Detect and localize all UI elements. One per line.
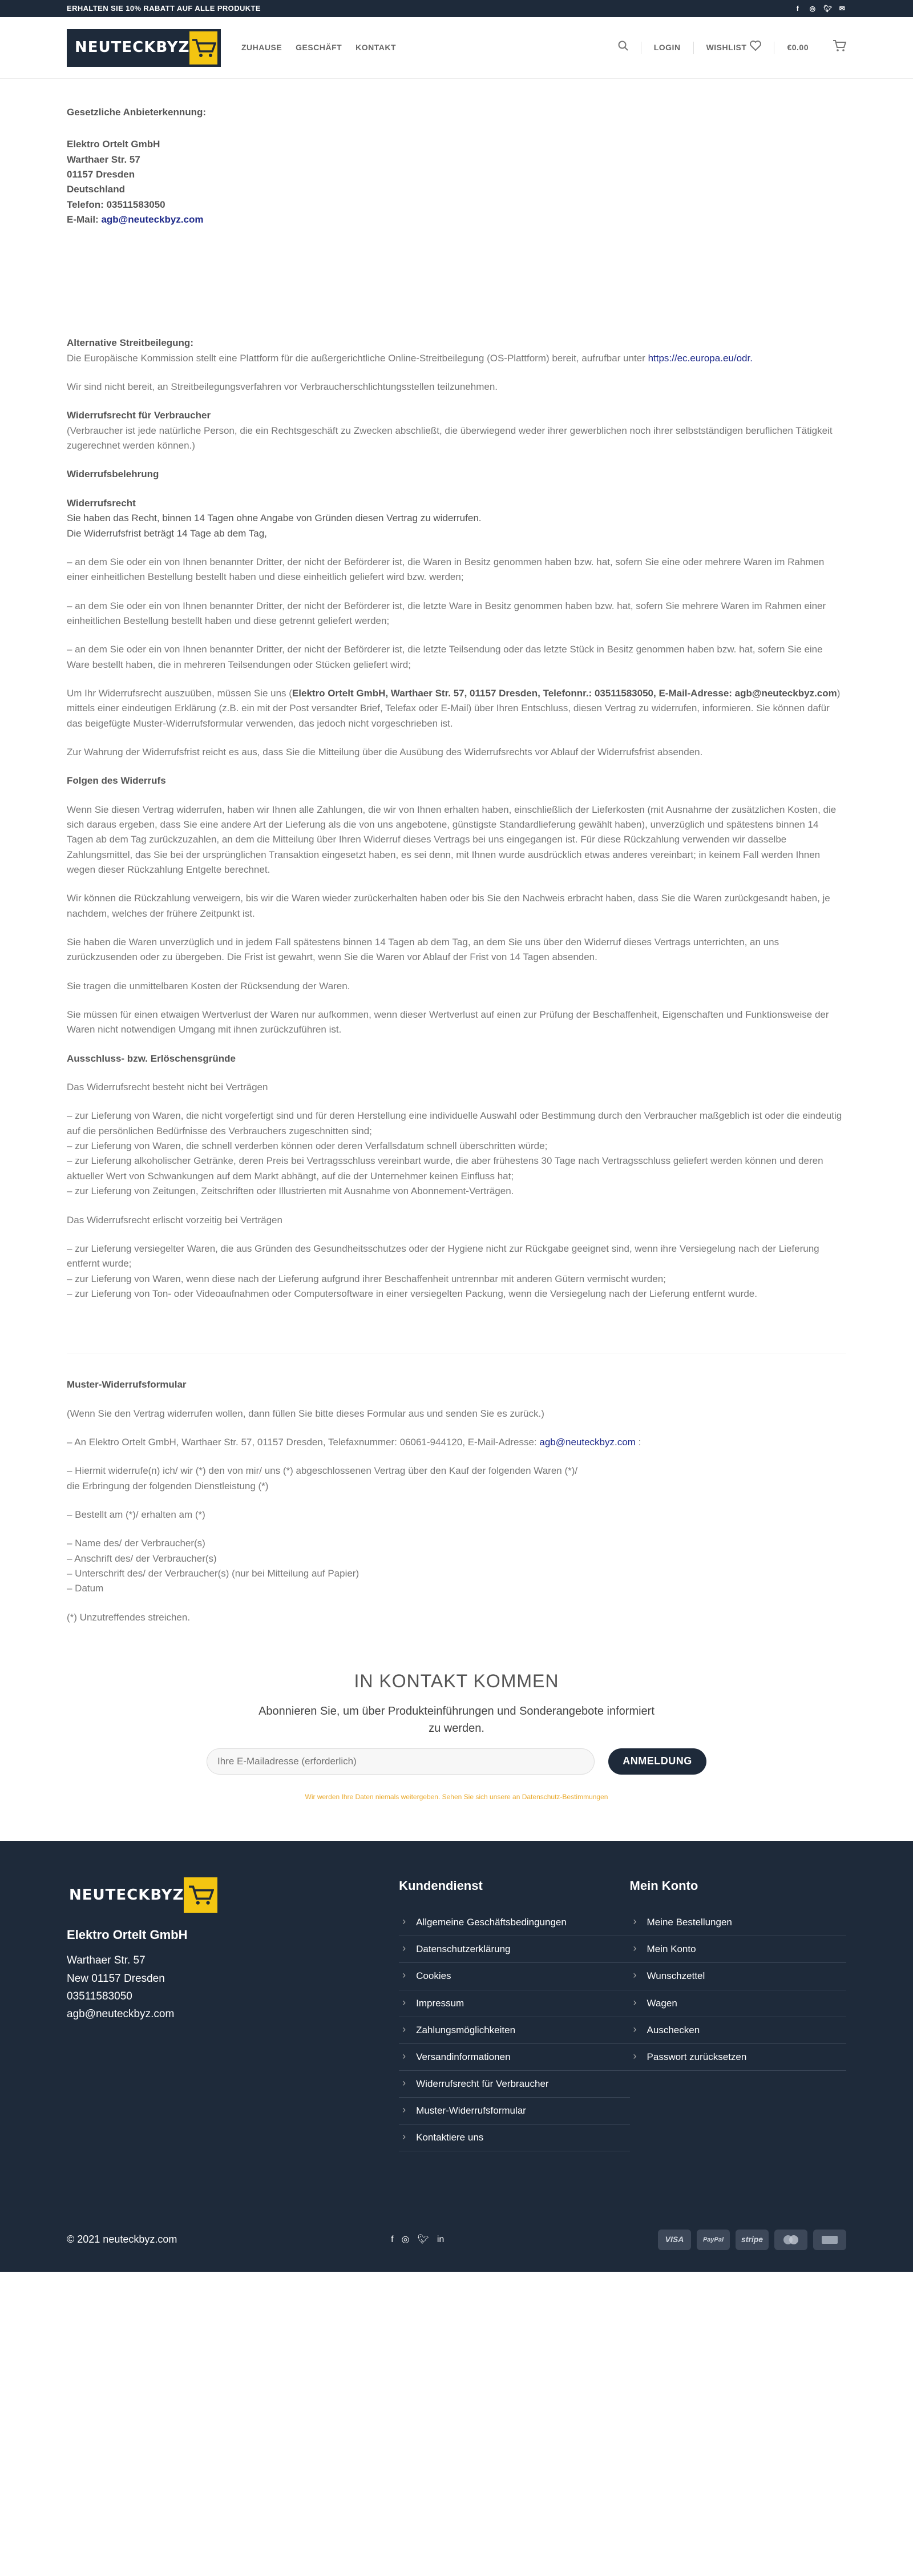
wr-definition: (Verbraucher ist jede natürliche Person, die ein Rechtsgeschäft zu Zwecken abschließt, die überwiegend weder ihrer gewerblichen noch ihrer selbstständigen beruflichen Tätigkeit zugerechnet werden können.): [67, 425, 833, 451]
footer-email[interactable]: agb@neuteckbyz.com: [67, 2008, 175, 2021]
footer-phone: 03511583050: [67, 1990, 132, 2002]
exercise-email-link[interactable]: agb@neuteckbyz.com: [734, 687, 837, 699]
footer-account-list: [630, 1909, 846, 2071]
footer-link[interactable]: › Datenschutzerklärung: [399, 1936, 629, 1963]
bullet-2: – an dem Sie oder ein von Ihnen benannter Dritter, der nicht der Beförderer ist, die letzte Ware in Besitz genommen haben bzw. hat, sofern Sie mehrere Waren im Rahmen einer einheitlichen Bestellung bestellt haben und diese getrennt geliefert werden;: [67, 600, 826, 626]
footer-link[interactable]: › Versandinformationen: [399, 2044, 629, 2071]
footer-address-line: Warthaer Str. 57: [67, 1954, 146, 1967]
ausschluss-item: – zur Lieferung alkoholischer Getränke, deren Preis bei Vertragsschluss vereinbart wurde, die aber frühestens 30 Tage nach Vertragsschluss geliefert werden können und deren aktueller Wert von Schwankungen auf dem Markt abhängt, auf die der Unternehmer keinen Einfluss hat;: [67, 1155, 823, 1182]
footer-link[interactable]: › Meine Bestellungen: [630, 1909, 846, 1936]
main-content: [0, 79, 913, 1625]
imprint-line: 01157 Dresden: [67, 169, 135, 180]
paypal-icon: PayPal: [697, 2230, 730, 2250]
cart-total[interactable]: €0.00: [787, 42, 809, 52]
amex-icon: [813, 2230, 846, 2250]
logo-text: NEUTECKBYZ: [75, 39, 190, 57]
site-header: [0, 17, 913, 79]
linkedin-icon[interactable]: in: [437, 2234, 445, 2244]
payment-icons: [658, 2230, 846, 2250]
odr-link[interactable]: https://ec.europa.eu/odr.: [648, 352, 753, 364]
nav-home[interactable]: ZUHAUSE: [241, 42, 282, 52]
footer-logo-text: NEUTECKBYZ: [69, 1886, 184, 1904]
folgen-heading: Folgen des Widerrufs: [67, 775, 166, 787]
exercise-text: [67, 686, 846, 731]
twitter-icon[interactable]: 🐦︎: [823, 5, 833, 13]
muster-field: – Unterschrift des/ der Verbraucher(s) (nur bei Mitteilung auf Papier): [67, 1567, 359, 1579]
ausschluss-item: – zur Lieferung von Waren, die schnell verderben können oder deren Verfallsdatum schnell überschritten würde;: [67, 1140, 548, 1152]
alt-dispute: [67, 336, 846, 366]
exercise-b: ) mittels einer eindeutigen Erklärung (z.B. ein mit der Post versandter Brief, Telefax oder E-Mail) über Ihren Entschluss, diesen Vertrag zu widerrufen, informieren. Sie können dafür das beigefügte Muster-Widerrufsformular verwenden, das jedoch nicht vorgeschrieben ist.: [67, 687, 841, 729]
footer-account: [630, 1876, 846, 2151]
footer-account-heading: Mein Konto: [629, 1878, 698, 1893]
alt-text: Die Europäische Kommission stellt eine Plattform für die außergerichtliche Online-Streitbeilegung (OS-Plattform) bereit, aufrufbar unter: [67, 352, 648, 364]
topbar: [0, 0, 913, 17]
folgen-2: Wir können die Rückzahlung verweigern, bis wir die Waren wieder zurückerhalten haben oder bis Sie den Nachweis erbracht haben, dass Sie die Waren zurückgesandt haben, je nachdem, welches der frühere Zeitpunkt ist.: [67, 893, 830, 919]
footer-link[interactable]: › Kontaktiere uns: [399, 2125, 629, 2151]
alt-heading: Alternative Streitbeilegung:: [67, 337, 193, 349]
site-logo[interactable]: [67, 29, 221, 67]
imprint-email-line: [67, 212, 846, 227]
facebook-icon[interactable]: f: [391, 2234, 394, 2244]
exercise-a: Um Ihr Widerrufsrecht auszuüben, müssen Sie uns (: [67, 687, 292, 699]
newsletter-subtitle: Abonnieren Sie, um über Produkteinführungen und Sonderangebote informiert zu werden.: [258, 1704, 655, 1735]
newsletter-form: [0, 1748, 913, 1775]
newsletter-section: [0, 1639, 913, 1802]
not-ready-text: Wir sind nicht bereit, an Streitbeilegungsverfahren vor Verbraucherschlichtungsstellen teilzunehmen.: [67, 381, 498, 393]
footer-service: [399, 1876, 629, 2151]
belehrung-heading: Widerrufsbelehrung: [67, 469, 159, 480]
footer-company-name: Elektro Ortelt GmbH: [67, 1928, 188, 1942]
exercise-bold: Elektro Ortelt GmbH, Warthaer Str. 57, 01157 Dresden, Telefonnr.: 03511583050, E-Mail-Adresse:: [292, 687, 735, 699]
main-nav: [241, 42, 396, 54]
footer-service-list: [399, 1909, 629, 2151]
muster-hiermit-2: die Erbringung der folgenden Dienstleistung (*): [67, 1480, 269, 1491]
bullet-1: – an dem Sie oder ein von Ihnen benannter Dritter, der nicht der Beförderer ist, die Waren in Besitz genommen haben bzw. hat, sofern Sie eine oder mehrere Waren im Rahmen einer einheitlichen Bestellung bestellt haben und diese einheitlich geliefert wird bzw. werden;: [67, 556, 825, 583]
footer-link[interactable]: › Allgemeine Geschäftsbedingungen: [399, 1909, 629, 1936]
wishlist-label: WISHLIST: [706, 42, 747, 52]
email-link[interactable]: agb@neuteckbyz.com: [101, 214, 204, 225]
footer-link[interactable]: › Auschecken: [630, 2017, 846, 2044]
imprint-heading: Gesetzliche Anbieterkennung:: [67, 107, 207, 118]
folgen-4: Sie tragen die unmittelbaren Kosten der Rücksendung der Waren.: [67, 980, 350, 991]
footer-link[interactable]: › Impressum: [399, 1990, 629, 2017]
imprint-line: Telefon: 03511583050: [67, 199, 165, 210]
imprint-address: [67, 137, 846, 227]
search-icon[interactable]: [618, 41, 628, 55]
erloeschen-list: [67, 1241, 846, 1301]
footer-service-heading: Kundendienst: [399, 1878, 483, 1893]
subscribe-button[interactable]: ANMELDUNG: [608, 1748, 706, 1775]
muster-intro: (Wenn Sie den Vertrag widerrufen wollen, dann füllen Sie bitte dieses Formular aus und senden Sie es zurück.): [67, 1408, 544, 1419]
footer-link[interactable]: › Muster-Widerrufsformular: [399, 2098, 629, 2125]
erloeschen-item: – zur Lieferung versiegelter Waren, die aus Gründen des Gesundheitsschutzes oder der Hygiene nicht zur Rückgabe geeignet sind, wenn ihre Versiegelung nach der Lieferung entfernt wurde;: [67, 1243, 819, 1269]
imprint-line: Warthaer Str. 57: [67, 154, 140, 165]
email-label: E-Mail:: [67, 214, 102, 225]
ausschluss-item: – zur Lieferung von Zeitungen, Zeitschriften oder Illustrierten mit Ausnahme von Abonnement-Verträgen.: [67, 1186, 514, 1197]
wishlist-link[interactable]: [706, 41, 762, 55]
footer-link[interactable]: › Widerrufsrecht für Verbraucher: [399, 2071, 629, 2098]
wr-p1: Sie haben das Recht, binnen 14 Tagen ohne Angabe von Gründen diesen Vertrag zu widerrufen.: [67, 513, 482, 524]
muster-to-b: :: [635, 1436, 641, 1448]
erloeschen-item: – zur Lieferung von Waren, wenn diese nach der Lieferung aufgrund ihrer Beschaffenheit untrennbar mit anderen Gütern vermischt wurden;: [67, 1273, 666, 1284]
twitter-icon[interactable]: 🐦︎: [417, 2234, 429, 2244]
folgen-1: Wenn Sie diesen Vertrag widerrufen, haben wir Ihnen alle Zahlungen, die wir von Ihnen erhalten haben, einschließlich der Lieferkosten (mit Ausnahme der zusätzlichen Kosten, die sich daraus ergeben, dass Sie eine andere Art der Lieferung als die von uns angebotene, günstigste Standardlieferung gewählt haben), unverzüglich und spätestens binnen 14 Tagen ab dem Tag zurückzuzahlen, an dem die Mitteilung über Ihren Widerruf dieses Vertrags bei uns eingegangen ist. Für diese Rückzahlung verwenden wir dasselbe Zahlungsmittel, das Sie bei der ursprünglichen Transaktion eingesetzt haben, es sei denn, mit Ihnen wurde ausdrücklich etwas anderes vereinbart; in keinem Fall werden Ihnen wegen dieser Rückzahlung Entgelte berechnet.: [67, 804, 837, 875]
footer-link[interactable]: › Passwort zurücksetzen: [630, 2044, 846, 2071]
divider: [693, 42, 694, 54]
instagram-icon[interactable]: ◎: [401, 2234, 410, 2244]
nav-contact[interactable]: KONTAKT: [355, 42, 397, 52]
header-actions: [618, 39, 846, 56]
muster-to-a: – An Elektro Ortelt GmbH, Warthaer Str. 57, 01157 Dresden, Telefaxnummer: 06061-944120, E-Mail-Adresse:: [67, 1436, 540, 1448]
newsletter-heading: IN KONTAKT KOMMEN: [354, 1671, 559, 1691]
muster-fields: [67, 1536, 846, 1596]
muster-email-link[interactable]: agb@neuteckbyz.com: [539, 1436, 636, 1448]
footer-link[interactable]: › Cookies: [399, 1963, 629, 1990]
ausschluss-item: – zur Lieferung von Waren, die nicht vorgefertigt sind und für deren Herstellung eine individuelle Auswahl oder Bestimmung durch den Verbraucher maßgeblich ist oder die eindeutig auf die persönlichen Bedürfnisse des Verbrauchers zugeschnitten sind;: [67, 1110, 842, 1136]
footer-company: [67, 1876, 399, 2151]
stripe-icon: stripe: [736, 2230, 769, 2250]
muster-field: – Datum: [67, 1583, 104, 1594]
mastercard-icon: [774, 2230, 807, 2250]
heart-icon: [750, 41, 761, 55]
ausschluss-intro: Das Widerrufsrecht besteht nicht bei Verträgen: [67, 1082, 268, 1093]
ausschluss-list: [67, 1108, 846, 1199]
folgen-3: Sie haben die Waren unverzüglich und in jedem Fall spätestens binnen 14 Tagen ab dem Tag, an dem Sie uns über den Widerruf dieses Vertrags unterrichten, an uns zurückzusenden oder zu übergeben. Die Frist ist gewahrt, wenn Sie die Waren vor Ablauf der Frist von 14 Tagen absenden.: [67, 937, 779, 963]
widerrufsrecht-block: [67, 496, 846, 541]
widerrufsrecht-heading: Widerrufsrecht: [67, 497, 136, 509]
muster-recipient: [67, 1435, 846, 1450]
footer-social: [391, 2233, 444, 2247]
erloeschen-item: – zur Lieferung von Ton- oder Videoaufnahmen oder Computersoftware in einer versiegelten Packung, wenn die Versiegelung nach der Lieferung entfernt wurde.: [67, 1288, 757, 1299]
footer-link[interactable]: › Wunschzettel: [630, 1963, 846, 1990]
frist-text: Zur Wahrung der Widerrufsfrist reicht es aus, dass Sie die Mitteilung über die Ausübung des Widerrufsrechts vor Ablauf der Widerrufsfrist absenden.: [67, 746, 703, 757]
instagram-icon[interactable]: ◎: [809, 5, 816, 13]
privacy-note[interactable]: Wir werden Ihre Daten niemals weitergeben. Sehen Sie sich unsere an Datenschutz-Bestimmungen: [305, 1792, 608, 1801]
muster-hiermit: [67, 1464, 846, 1494]
footer-link[interactable]: › Zahlungsmöglichkeiten: [399, 2017, 629, 2044]
ausschluss-heading: Ausschluss- bzw. Erlöschensgründe: [67, 1053, 236, 1064]
facebook-icon[interactable]: f: [796, 5, 799, 13]
wr-p2: Die Widerrufsfrist beträgt 14 Tage ab dem Tag,: [67, 527, 267, 539]
erloeschen-intro: Das Widerrufsrecht erlischt vorzeitig bei Verträgen: [67, 1214, 282, 1225]
cart-icon[interactable]: [833, 39, 846, 56]
site-footer: [0, 1841, 913, 2272]
mail-icon[interactable]: ✉: [839, 5, 846, 13]
logo-cart-icon: [189, 31, 217, 64]
imprint-line: Elektro Ortelt GmbH: [67, 139, 160, 150]
muster-bestellt: – Bestellt am (*)/ erhalten am (*): [67, 1509, 205, 1520]
footer-logo[interactable]: [67, 1876, 221, 1914]
imprint-line: Deutschland: [67, 184, 126, 195]
wr-heading: Widerrufsrecht für Verbraucher: [67, 410, 211, 421]
muster-hiermit-1: – Hiermit widerrufe(n) ich/ wir (*) den von mir/ uns (*) abgeschlossenen Vertrag über den Kauf der folgenden Waren (*)/: [67, 1465, 578, 1477]
footer-link[interactable]: › Wagen: [630, 1990, 846, 2017]
bullet-3: – an dem Sie oder ein von Ihnen benannter Dritter, der nicht der Beförderer ist, die letzte Teilsendung oder das letzte Stück in Besitz genommen haben bzw. hat, sofern Sie eine Ware bestellt haben, die in mehreren Teilsendungen oder Stücken geliefert wird;: [67, 644, 823, 670]
folgen-5: Sie müssen für einen etwaigen Wertverlust der Waren nur aufkommen, wenn dieser Wertverlust auf einen zur Prüfung der Beschaffenheit, Eigenschaften und Funktionsweise der Waren nicht notwendigen Umgang mit ihnen zurückzuführen ist.: [67, 1009, 829, 1035]
newsletter-email-input[interactable]: [207, 1748, 595, 1775]
muster-footnote: (*) Unzutreffendes streichen.: [67, 1611, 191, 1623]
nav-shop[interactable]: GESCHÄFT: [296, 42, 342, 52]
footer-link[interactable]: › Mein Konto: [630, 1936, 846, 1963]
muster-field: – Anschrift des/ der Verbraucher(s): [67, 1553, 217, 1564]
visa-icon: VISA: [658, 2230, 691, 2250]
footer-bottom: [67, 2230, 846, 2250]
footer-logo-cart-icon: [184, 1877, 217, 1913]
copyright: © 2021 neuteckbyz.com: [67, 2234, 177, 2246]
muster-field: – Name des/ der Verbraucher(s): [67, 1538, 205, 1549]
login-link[interactable]: LOGIN: [653, 42, 681, 52]
footer-columns: [0, 1841, 913, 2151]
promo-text: ERHALTEN SIE 10% RABATT AUF ALLE PRODUKTE: [67, 3, 261, 13]
topbar-social: [794, 5, 846, 13]
consumer-definition: [67, 408, 846, 453]
muster-heading: Muster-Widerrufsformular: [67, 1379, 187, 1390]
footer-address-line: New 01157 Dresden: [67, 1972, 165, 1985]
